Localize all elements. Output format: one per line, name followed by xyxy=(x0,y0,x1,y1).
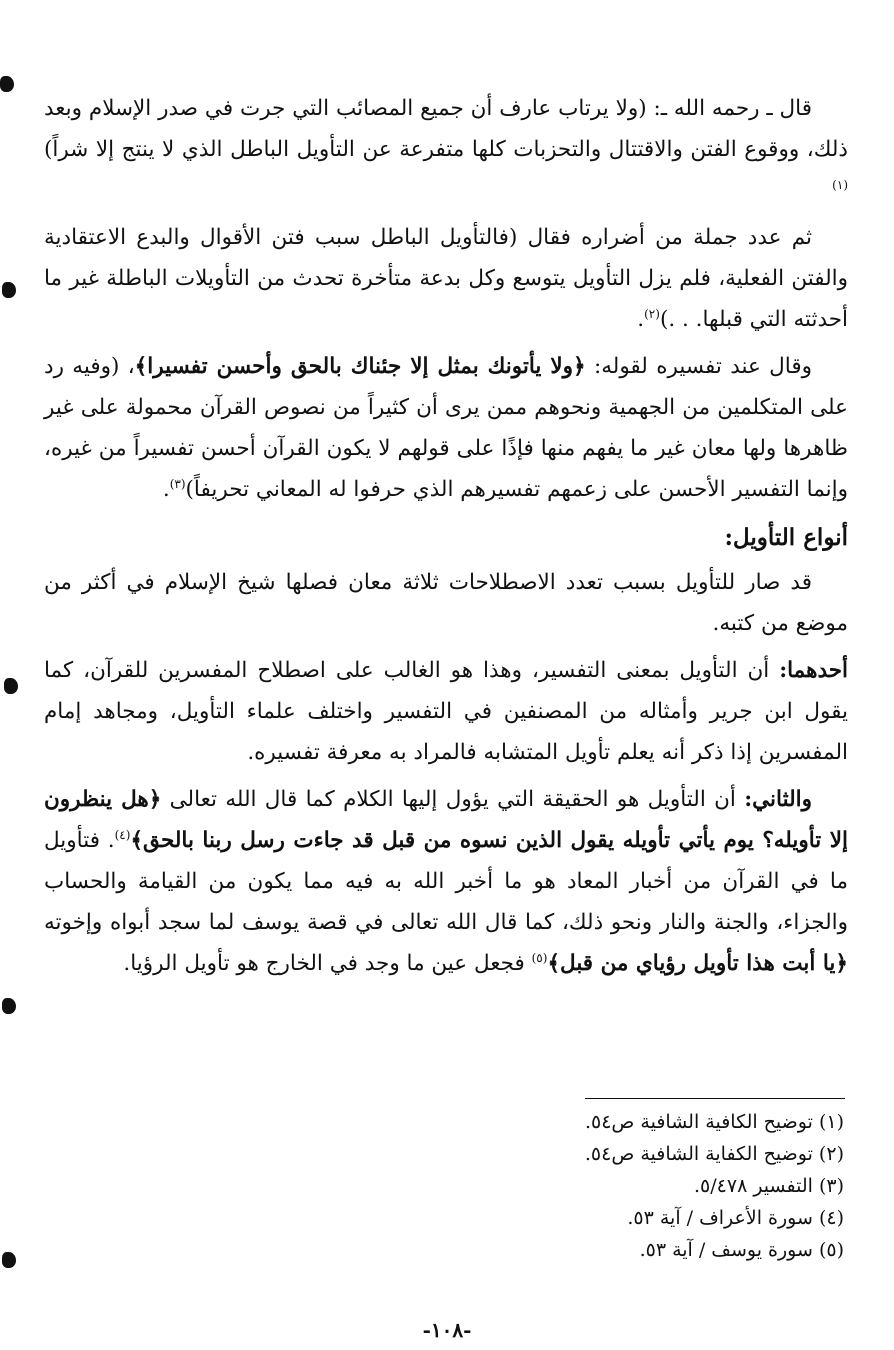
footnote-1: (١) توضيح الكافية الشافية ص٥٤. xyxy=(584,1111,844,1133)
footnote-3: (٣) التفسير ٥/٤٧٨. xyxy=(694,1175,844,1197)
paragraph-3-intro: وقال عند تفسيره لقوله: xyxy=(585,354,812,379)
scan-mark xyxy=(0,76,14,92)
footnote-ref-5: (٥) xyxy=(531,950,548,965)
paragraph-5-text: أن التأويل بمعنى التفسير، وهذا هو الغالب على اصطلاح المفسرين للقرآن، كما يقول ابن جرير وأمثاله من المصنفين في التفسير واختلف علماء التأويل، ومجاهد إمام المفسرين إذا ذكر أنه يعلم تأويل المتشابه فالمراد به معرفة تفسيره. xyxy=(44,658,848,765)
paragraph-3-text: ، (وفيه رد على المتكلمين من الجهمية ونحوهم ممن يرى أن كثيراً من نصوص القرآن محمولة على غير ظاهرها ولها معان غير ما يفهم منها فإذًا على قولهم لا يكون القرآن أحسن تفسيراً من غيره، وإنما التفسير الأحسن على زعمهم تفسيرهم الذي حرفوا له المعاني تحريفاً) xyxy=(44,354,848,502)
paragraph-6 xyxy=(44,779,848,984)
paragraph-2 xyxy=(44,217,848,340)
scan-mark xyxy=(2,282,16,298)
quran-verse: ﴿يا أبت هذا تأويل رؤياي من قبل﴾ xyxy=(547,951,848,976)
paragraph-2-end: . xyxy=(637,307,645,332)
footnote-2: (٢) توضيح الكفاية الشافية ص٥٤. xyxy=(584,1143,844,1165)
paragraph-1 xyxy=(44,88,848,211)
paragraph-4-text: قد صار للتأويل بسبب تعدد الاصطلاحات ثلاثة معان فصلها شيخ الإسلام في أكثر من موضع من كتبه. xyxy=(44,570,848,636)
paragraph-6-text-1: أن التأويل هو الحقيقة التي يؤول إليها الكلام كما قال الله تعالى xyxy=(161,787,745,812)
paragraph-5-lead: أحدهما: xyxy=(779,658,848,683)
quran-verse: ﴿هل ينظرون إلا تأويله؟ يوم يأتي تأويله يقول الذين نسوه من قبل قد جاءت رسل ربنا بالحق﴾ xyxy=(44,787,848,853)
footnotes xyxy=(444,1106,844,1266)
paragraph-6-text-3: فجعل عين ما وجد في الخارج هو تأويل الرؤيا. xyxy=(123,951,532,976)
paragraph-1-text: قال ـ رحمه الله ـ: (ولا يرتاب عارف أن جميع المصائب التي جرت في صدر الإسلام وبعد ذلك، ووقوع الفتن والاقتتال والتحزبات كلها متفرعة عن التأويل الباطل الذي لا ينتج إلا شراً) xyxy=(44,96,848,162)
footnote-ref-2: (٢) xyxy=(644,306,660,321)
page-number: -١٠٨- xyxy=(422,1318,472,1342)
scan-mark xyxy=(2,998,16,1014)
paragraph-3 xyxy=(44,346,848,510)
paragraph-5 xyxy=(44,650,848,773)
quran-verse: ﴿ولا يأتونك بمثل إلا جئناك بالحق وأحسن تفسيرا﴾ xyxy=(134,354,586,379)
scan-mark xyxy=(4,678,18,694)
paragraph-4 xyxy=(44,562,848,644)
footnote-separator xyxy=(585,1098,845,1099)
footnote-5: (٥) سورة يوسف / آية ٥٣. xyxy=(639,1239,844,1261)
section-heading: أنواع التأويل: xyxy=(724,524,848,551)
paragraph-2-text: ثم عدد جملة من أضراره فقال (فالتأويل الباطل سبب فتن الأقوال والبدع الاعتقادية والفتن الفعلية، فلم يزل التأويل يتوسع وكل بدعة متأخرة تحدث من التأويلات الباطلة غير ما أحدثته التي قبلها. . .) xyxy=(44,225,848,332)
footnote-ref-1: (١) xyxy=(832,177,848,192)
footnote-4: (٤) سورة الأعراف / آية ٥٣. xyxy=(627,1207,844,1229)
paragraph-6-lead: والثاني: xyxy=(744,787,812,812)
paragraph-6-text-2: . فتأويل ما في القرآن من أخبار المعاد هو ما أخبر الله به فيه مما يكون من القيامة والحساب والجزاء، والجنة والنار ونحو ذلك، كما قال الله تعالى في قصة يوسف لما سجد أبواه وإخوته xyxy=(44,828,848,935)
scan-mark xyxy=(2,1252,16,1268)
paragraph-3-end: . xyxy=(162,477,170,502)
footnote-ref-4: (٤) xyxy=(114,827,131,842)
footnote-ref-3: (٣) xyxy=(169,476,186,491)
page-body xyxy=(44,88,848,990)
